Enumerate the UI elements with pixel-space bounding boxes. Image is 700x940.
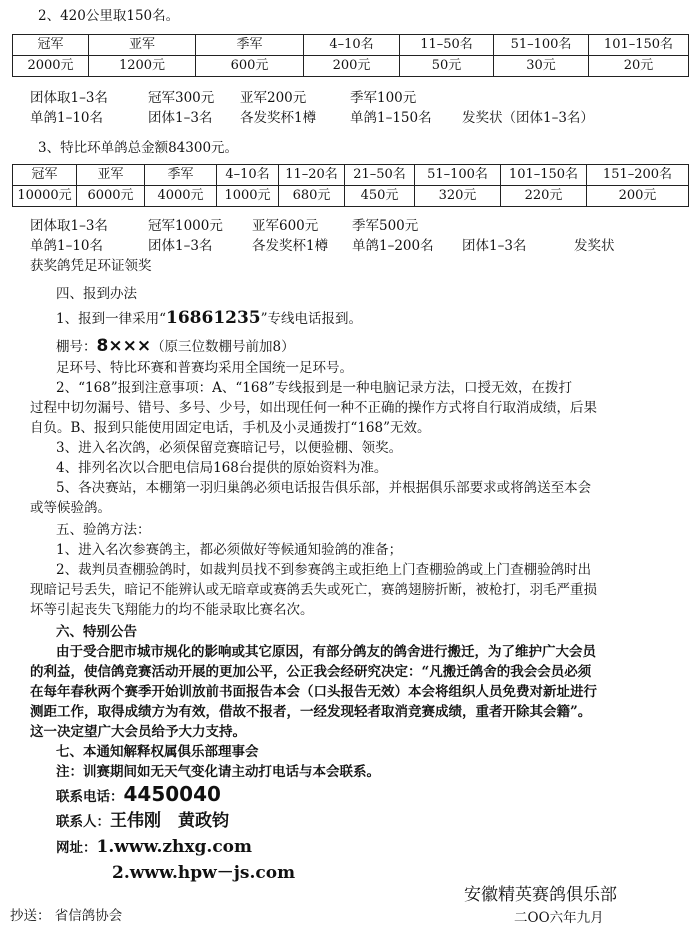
table-cell: 亚军 [77, 165, 145, 186]
award-text: 单鸽1–200名 [352, 238, 434, 254]
section4-p2-line: 2、“168”报到注意事项：A、“168”专线报到是一种电脑记录方法，口授无效，在拨打 [56, 380, 572, 396]
table-cell: 季军 [145, 165, 217, 186]
section2-award-line [30, 108, 594, 128]
table-cell: 220元 [501, 186, 587, 207]
section7-note: 注：训赛期间如无天气变化请主动打电话与本会联系。 [56, 764, 380, 780]
hotline-number: 16861235 [166, 308, 261, 328]
section6-line: 的利益，使信鸽竞赛活动开展的更加公平，公正我会经研究决定：“凡搬迁鸽舍的我会会员必须 [30, 664, 592, 680]
phone-label: 联系电话： [56, 789, 124, 805]
table-cell: 1200元 [89, 56, 196, 77]
section2-team-line [30, 88, 417, 108]
shed-number-line [56, 336, 295, 357]
section5-heading: 五、验鸽方法： [56, 522, 151, 538]
section4-p5-line: 5、各决赛站，本棚第一羽归巢鸽必须电话报告俱乐部，并根据俱乐部要求或将鸽送至本会 [56, 480, 592, 496]
team-text: 亚军200元 [240, 90, 307, 106]
award-text: 单鸽1–10名 [30, 238, 104, 254]
section4-heading: 四、报到办法 [56, 286, 137, 302]
team-text: 团体取1–3名 [30, 90, 108, 106]
team-text: 冠军300元 [148, 90, 215, 106]
table-cell: 680元 [279, 186, 345, 207]
website-link-1[interactable]: 1.www.zhxg.com [96, 837, 252, 857]
table-cell: 50元 [400, 56, 494, 77]
team-text: 季军100元 [350, 90, 417, 106]
organization-signature: 安徽精英赛鸽俱乐部 [464, 885, 617, 905]
table-cell: 1000元 [217, 186, 279, 207]
section3-team-line [30, 216, 419, 236]
table-cell: 11–50名 [400, 35, 494, 56]
award-text: 团体1–3名 [148, 110, 213, 126]
table-cell: 2000元 [13, 56, 89, 77]
table-cell: 冠军 [13, 35, 89, 56]
table-cell: 亚军 [89, 35, 196, 56]
section3-award-line [30, 236, 615, 256]
section4-p5-line: 或等候验鸽。 [30, 500, 111, 516]
shed-value: 8××× [96, 336, 152, 356]
award-text: 发奖状（团体1–3名） [462, 110, 594, 126]
phone-number: 4450040 [123, 782, 221, 806]
team-text: 亚军600元 [252, 218, 319, 234]
section6-line: 在每年春秋两个赛季开始训放前书面报告本会（口头报告无效）本会将组织人员免费对新址进行 [30, 684, 597, 700]
web-label: 网址： [56, 840, 97, 856]
section7-heading: 七、本通知解释权属俱乐部理事会 [56, 744, 259, 760]
table-cell: 季军 [196, 35, 304, 56]
team-text: 团体取1–3名 [30, 218, 108, 234]
table-cell: 200元 [587, 186, 689, 207]
website-link-2[interactable]: 2.www.hpw－js.com [112, 863, 296, 883]
section4-p1 [56, 308, 362, 329]
section4-p3: 3、进入名次鸽，必须保留竞赛暗记号，以便验棚、领奖。 [56, 440, 403, 456]
ring-note: 足环号、特比环赛和普赛均采用全国统一足环号。 [56, 360, 353, 376]
award-text: 发奖状 [574, 238, 615, 254]
p1-suffix: ”专线电话报到。 [260, 311, 363, 327]
award-text: 各发奖杯1樽 [240, 110, 317, 126]
section5-p2-line: 坏等引起丧失飞翔能力的均不能录取比赛名次。 [30, 602, 314, 618]
table-cell: 4–10名 [304, 35, 400, 56]
shed-label: 棚号： [56, 339, 97, 355]
section5-p2-line: 2、裁判员查棚验鸽时，如裁判员找不到参赛鸽主或拒绝上门查棚验鸽或上门查棚验鸽时出 [56, 562, 592, 578]
table-row [13, 56, 689, 77]
table-header-row [13, 165, 689, 186]
shed-note: （原三位数棚号前加8） [151, 339, 295, 355]
p1-prefix: 1、报到一律采用“ [56, 311, 166, 327]
award-text: 单鸽1–10名 [30, 110, 104, 126]
table-cell: 320元 [415, 186, 501, 207]
section6-line: 这一决定望广大会员给予大力支持。 [30, 724, 246, 740]
section6-line: 由于受合肥市城市规化的影响或其它原因，有部分鸽友的鸽舍进行搬迁，为了维护广大会员 [56, 644, 596, 660]
team-text: 冠军1000元 [148, 218, 223, 234]
award-text: 团体1–3名 [148, 238, 213, 254]
table-cell: 30元 [494, 56, 589, 77]
table-cell: 10000元 [13, 186, 77, 207]
section5-p1: 1、进入名次参赛鸽主，都必须做好等候通知验鸽的准备； [56, 542, 403, 558]
table-cell: 101–150名 [501, 165, 587, 186]
person-label: 联系人： [56, 814, 110, 830]
team-text: 季军500元 [352, 218, 419, 234]
table-cell: 21–50名 [345, 165, 415, 186]
cc-line: 抄送： 省信鸽协会 [10, 908, 123, 924]
section6-line: 测距工作，取得成绩方为有效，借故不报者，一经发现轻者取消竞赛成绩，重者开除其会籍”。 [30, 704, 592, 720]
table-cell: 20元 [589, 56, 689, 77]
contact-persons: 王伟刚 黄政钧 [110, 811, 229, 831]
section3-heading: 3、特比环单鸽总金额84300元。 [38, 140, 239, 156]
table-cell: 600元 [196, 56, 304, 77]
table-cell: 450元 [345, 186, 415, 207]
section4-p2-line: 自负。B、报到只能使用固定电话，手机及小灵通拨打“168”无效。 [30, 420, 431, 436]
section6-heading: 六、特别公告 [56, 624, 137, 640]
table-cell: 200元 [304, 56, 400, 77]
table-cell: 51–100名 [494, 35, 589, 56]
section4-p2-line: 过程中切勿漏号、错号、多号、少号，如出现任何一种不正确的操作方式将自行取消成绩，后果 [30, 400, 597, 416]
section2-heading: 2、420公里取150名。 [38, 8, 180, 24]
award-text: 团体1–3名 [462, 238, 527, 254]
table-cell: 11–20名 [279, 165, 345, 186]
signature-date: 二OO六年九月 [514, 910, 604, 926]
award-text: 各发奖杯1樽 [252, 238, 329, 254]
website-line-2 [112, 858, 295, 889]
table-cell: 冠军 [13, 165, 77, 186]
table-cell: 151–200名 [587, 165, 689, 186]
table-cell: 101–150名 [589, 35, 689, 56]
section4-p4: 4、排列名次以合肥电信局168台提供的原始资料为准。 [56, 460, 388, 476]
section3-note: 获奖鸽凭足环证领奖 [30, 258, 152, 274]
award-text: 单鸽1–150名 [350, 110, 432, 126]
section3-prize-table [12, 164, 689, 207]
table-header-row [13, 35, 689, 56]
table-cell: 6000元 [77, 186, 145, 207]
section2-prize-table [12, 34, 689, 77]
table-row [13, 186, 689, 207]
section5-p2-line: 现暗记号丢失，暗记不能辨认或无暗章或赛鸽丢失或死亡，赛鸽翅膀折断，被枪打，羽毛严重损 [30, 582, 597, 598]
table-cell: 51–100名 [415, 165, 501, 186]
table-cell: 4000元 [145, 186, 217, 207]
table-cell: 4–10名 [217, 165, 279, 186]
